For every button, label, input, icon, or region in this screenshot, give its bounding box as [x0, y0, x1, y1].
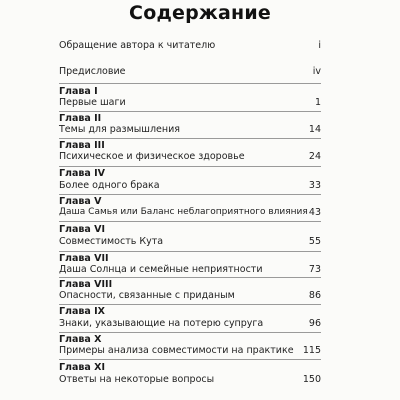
toc-entry-title: Совместимость Кута: [59, 236, 164, 247]
toc-entry-title: Обращение автора к читателю: [59, 40, 216, 51]
divider: [59, 111, 321, 112]
page-title: Содержание: [129, 2, 271, 24]
divider: [59, 304, 321, 305]
toc-chapter-label: Глава I: [59, 86, 98, 97]
toc-chapter-label: Глава IX: [59, 306, 106, 317]
divider: [59, 251, 321, 252]
toc-entry-page: 43: [308, 207, 321, 218]
toc-entry-page: 96: [308, 318, 321, 329]
toc-entry-page: 73: [308, 264, 321, 275]
toc-chapter-label: Глава XI: [59, 362, 106, 373]
toc-entry-page: 33: [308, 180, 321, 191]
toc-chapter-label: Глава X: [59, 334, 102, 345]
toc-entry-title: Психическое и физическое здоровье: [59, 151, 245, 162]
divider: [59, 221, 321, 222]
toc-entry-page: 14: [308, 124, 321, 135]
toc-entry-title: Более одного брака: [59, 180, 160, 191]
toc-entry-title: Знаки, указывающие на потерю супруга: [59, 318, 264, 329]
divider: [59, 166, 321, 167]
toc-entry-title: Темы для размышления: [59, 124, 180, 135]
toc-entry-title: Ответы на некоторые вопросы: [59, 374, 215, 385]
toc-entry-page: 24: [308, 151, 321, 162]
toc-entry-page: 150: [302, 374, 321, 385]
toc-chapter-label: Глава VIII: [59, 279, 113, 290]
toc-entry-title: Опасности, связанные с приданым: [59, 290, 235, 301]
toc-entry-title: Первые шаги: [59, 97, 126, 108]
toc-chapter-label: Глава V: [59, 196, 102, 207]
toc-entry-page: 55: [308, 236, 321, 247]
divider: [59, 359, 321, 360]
divider: [59, 277, 321, 278]
toc-chapter-label: Глава VII: [59, 253, 109, 264]
divider: [59, 138, 321, 139]
divider: [59, 194, 321, 195]
toc-chapter-label: Глава II: [59, 113, 102, 124]
toc-chapter-label: Глава IV: [59, 168, 106, 179]
toc-entry-title: Примеры анализа совместимости на практике: [59, 345, 294, 356]
toc-entry-page: 86: [308, 290, 321, 301]
toc-entry-page: 1: [314, 97, 321, 108]
toc-entry-page: iv: [312, 66, 321, 77]
toc-entry-title: Даша Солнца и семейные неприятности: [59, 264, 263, 275]
toc-entry-title: Предисловие: [59, 66, 126, 77]
divider: [59, 83, 321, 84]
toc-entry-page: 115: [302, 345, 321, 356]
toc-chapter-label: Глава III: [59, 140, 105, 151]
divider: [59, 332, 321, 333]
toc-entry-title: Даша Самья или Баланс неблагоприятного влияния: [59, 207, 308, 217]
toc-chapter-label: Глава VI: [59, 224, 106, 235]
toc-entry-page: i: [318, 40, 321, 51]
